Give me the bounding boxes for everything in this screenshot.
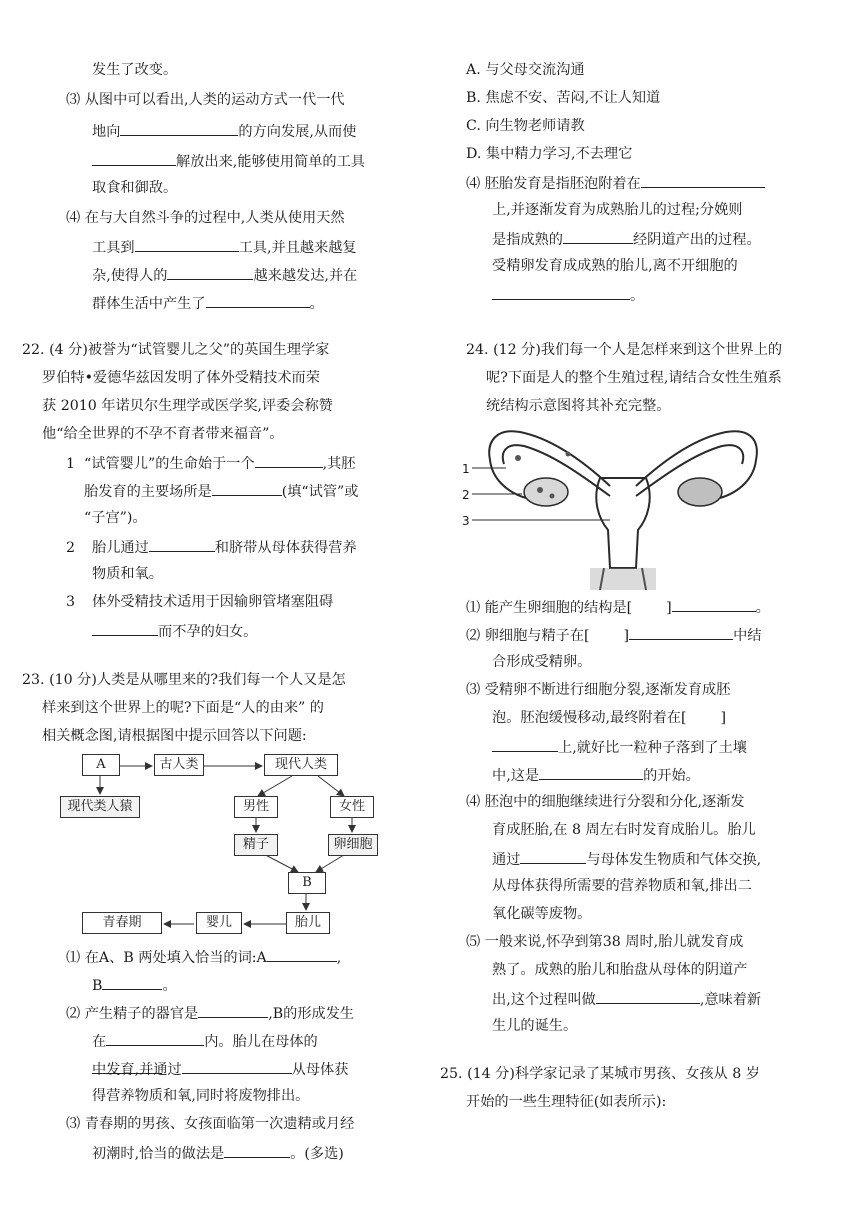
answer-blank[interactable] xyxy=(520,848,586,864)
answer-blank[interactable] xyxy=(120,120,238,136)
fig-label-3: 3 xyxy=(462,514,470,528)
fig-label-1: 1 xyxy=(462,462,470,476)
text-line: 是指成熟的 经阴道产出的过程。 xyxy=(492,228,761,250)
text-line: 获 2010 年诺贝尔生理学或医学奖,评委会称赞 xyxy=(42,398,333,414)
question-23-stem: 23. (10 分)人类是从哪里来的?我们每一个人又是怎 xyxy=(22,672,346,688)
uterus-diagram xyxy=(460,418,780,590)
text-line: 开始的一些生理特征(如表所示): xyxy=(466,1094,667,1110)
text-line: 上,并逐渐发育为成熟胎儿的过程;分娩则 xyxy=(492,202,743,218)
text-line: 统结构示意图将其补充完整。 xyxy=(486,398,671,414)
text-line: 工具到 工具,并且越来越复 xyxy=(92,236,357,258)
answer-blank[interactable] xyxy=(102,974,162,990)
node-baby: 婴儿 xyxy=(196,912,242,934)
answer-blank[interactable] xyxy=(92,150,176,166)
node-ancient-humans: 古人类 xyxy=(154,754,204,776)
node-modern-humans: 现代人类 xyxy=(264,754,338,776)
option-b: B. 焦虑不安、苦闷,不让人知道 xyxy=(466,90,661,106)
question-22-sub-3: 3 体外受精技术适用于因输卵管堵塞阻碍 xyxy=(66,594,334,610)
node-sperm: 精子 xyxy=(234,834,278,856)
node-b: B xyxy=(288,872,326,894)
node-modern-apes: 现代类人猿 xyxy=(60,796,140,818)
text-line: 合形成受精卵。 xyxy=(492,654,592,670)
question-24-part-2: ⑵ 卵细胞与精子在[ ] 中结 xyxy=(466,624,761,646)
answer-blank[interactable] xyxy=(149,536,215,552)
node-fetus: 胎儿 xyxy=(286,912,330,934)
text-line: 在 内。胎儿在母体的 xyxy=(92,1030,318,1052)
text-line: 熟了。成熟的胎儿和胎盘从母体的阴道产 xyxy=(492,962,748,978)
text-line: 泡。胚泡缓慢移动,最终附着在[ ] xyxy=(492,710,727,726)
answer-blank[interactable] xyxy=(206,292,310,308)
answer-blank[interactable] xyxy=(212,480,282,496)
answer-blank[interactable] xyxy=(629,624,733,640)
text-line: 杂,使得人的 越来越发达,并在 xyxy=(92,264,357,286)
text-line: 解放出来,能够使用简单的工具 xyxy=(92,150,365,172)
node-female: 女性 xyxy=(330,796,374,818)
reproductive-system-figure xyxy=(460,418,780,590)
text-line: 地向 的方向发展,从而使 xyxy=(92,120,356,142)
text-line: B 。 xyxy=(92,974,177,996)
answer-blank[interactable] xyxy=(224,1142,290,1158)
text-line: 从母体获得所需要的营养物质和氧,排出二 xyxy=(492,878,752,894)
fig-label-2: 2 xyxy=(462,488,470,502)
answer-blank[interactable] xyxy=(135,236,239,252)
text-line: 育成胚胎,在 8 周左右时发育成胎儿。胎儿 xyxy=(492,822,756,838)
text-line: 相关概念图,请根据图中提示回答以下问题: xyxy=(42,728,307,744)
question-24-part-4: ⑷ 胚泡中的细胞继续进行分裂和分化,逐渐发 xyxy=(466,794,745,810)
answer-blank[interactable] xyxy=(92,620,158,636)
node-puberty: 青春期 xyxy=(82,912,162,934)
question-24-part-1: ⑴ 能产生卵细胞的结构是[ ] 。 xyxy=(466,596,770,618)
text-line: 而不孕的妇女。 xyxy=(92,620,257,642)
option-c: C. 向生物老师请教 xyxy=(466,118,585,134)
answer-blank[interactable] xyxy=(492,284,630,300)
question-22-stem: 22. (4 分)被誉为“试管婴儿之父”的英国生理学家 xyxy=(22,342,330,358)
question-23-part-3: ⑶ 青春期的男孩、女孩面临第一次遗精或月经 xyxy=(66,1116,355,1132)
text-line: 物质和氧。 xyxy=(92,566,163,582)
text-line: 初潮时,恰当的做法是 。(多选) xyxy=(92,1142,344,1164)
question-24-stem: 24. (12 分)我们每一个人是怎样来到这个世界上的 xyxy=(466,342,783,358)
node-a: A xyxy=(82,754,120,776)
question-23-part-4: ⑷ 胚胎发育是指胚泡附着在 xyxy=(466,172,765,194)
answer-blank[interactable] xyxy=(267,946,337,962)
text-line: 他“给全世界的不孕不育者带来福音”。 xyxy=(42,426,284,442)
text-line: 发生了改变。 xyxy=(92,62,178,78)
text-line: 生儿的诞生。 xyxy=(492,1018,578,1034)
answer-blank[interactable] xyxy=(106,1030,204,1046)
text-line: 样来到这个世界上的呢?下面是“人的由来” 的 xyxy=(42,700,324,716)
text-line: 罗伯特•爱德华兹因发明了体外受精技术而荣 xyxy=(42,370,320,386)
text-line: 胎发育的主要场所是 (填“试管”或 xyxy=(84,480,359,502)
option-d: D. 集中精力学习,不去理它 xyxy=(466,146,633,162)
question-23-part-2: ⑵ 产生精子的器官是 ,B的形成发生 xyxy=(66,1002,354,1024)
answer-blank[interactable] xyxy=(182,1058,292,1074)
answer-blank[interactable] xyxy=(198,1002,268,1018)
question-22-sub-1: 1 “试管婴儿”的生命始于一个 ,其胚 xyxy=(66,452,355,474)
text-line: 通过 与母体发生物质和气体交换, xyxy=(492,848,761,870)
text-line: 中发育,并通过 从母体获 xyxy=(92,1058,348,1080)
answer-blank[interactable] xyxy=(492,736,558,752)
text-line: 群体生活中产生了 。 xyxy=(92,292,324,314)
text-line: 。 xyxy=(492,284,644,306)
text-line: “子宫”)。 xyxy=(84,510,147,526)
answer-blank[interactable] xyxy=(596,988,700,1004)
answer-blank[interactable] xyxy=(563,228,633,244)
answer-blank[interactable] xyxy=(641,172,765,188)
text-line: 出,这个过程叫做 ,意味着新 xyxy=(492,988,761,1010)
concept-diagram xyxy=(60,752,400,942)
text-line: 氧化碳等废物。 xyxy=(492,906,592,922)
question-24-part-5: ⑸ 一般来说,怀孕到第38 周时,胎儿就发育成 xyxy=(466,934,744,950)
question-21-part-4: ⑷ 在与大自然斗争的过程中,人类从使用天然 xyxy=(66,210,345,226)
question-24-part-3: ⑶ 受精卵不断进行细胞分裂,逐渐发育成胚 xyxy=(466,682,731,698)
text-line: 呢?下面是人的整个生殖过程,请结合女性生殖系 xyxy=(486,370,782,386)
question-21-part-3: ⑶ 从图中可以看出,人类的运动方式一代一代 xyxy=(66,92,345,108)
text-line: 得营养物质和氧,同时将废物排出。 xyxy=(92,1088,310,1104)
text-line: 中,这是 的开始。 xyxy=(492,764,700,786)
text-line: 上,就好比一粒种子落到了土壤 xyxy=(492,736,747,758)
answer-blank[interactable] xyxy=(167,264,253,280)
text-line: 取食和御敌。 xyxy=(92,180,178,196)
node-male: 男性 xyxy=(234,796,278,818)
node-egg-cell: 卵细胞 xyxy=(328,834,378,856)
answer-blank[interactable] xyxy=(672,596,756,612)
question-23-part-1: ⑴ 在A、B 两处填入恰当的词:A , xyxy=(66,946,341,968)
question-25-stem: 25. (14 分)科学家记录了某城市男孩、女孩从 8 岁 xyxy=(440,1066,760,1082)
option-a: A. 与父母交流沟通 xyxy=(466,62,585,78)
text-line: 受精卵发育成成熟的胎儿,离不开细胞的 xyxy=(492,258,738,274)
answer-blank[interactable] xyxy=(539,764,643,780)
answer-blank[interactable] xyxy=(255,452,323,468)
question-22-sub-2: 2 胎儿通过 和脐带从母体获得营养 xyxy=(66,536,357,558)
